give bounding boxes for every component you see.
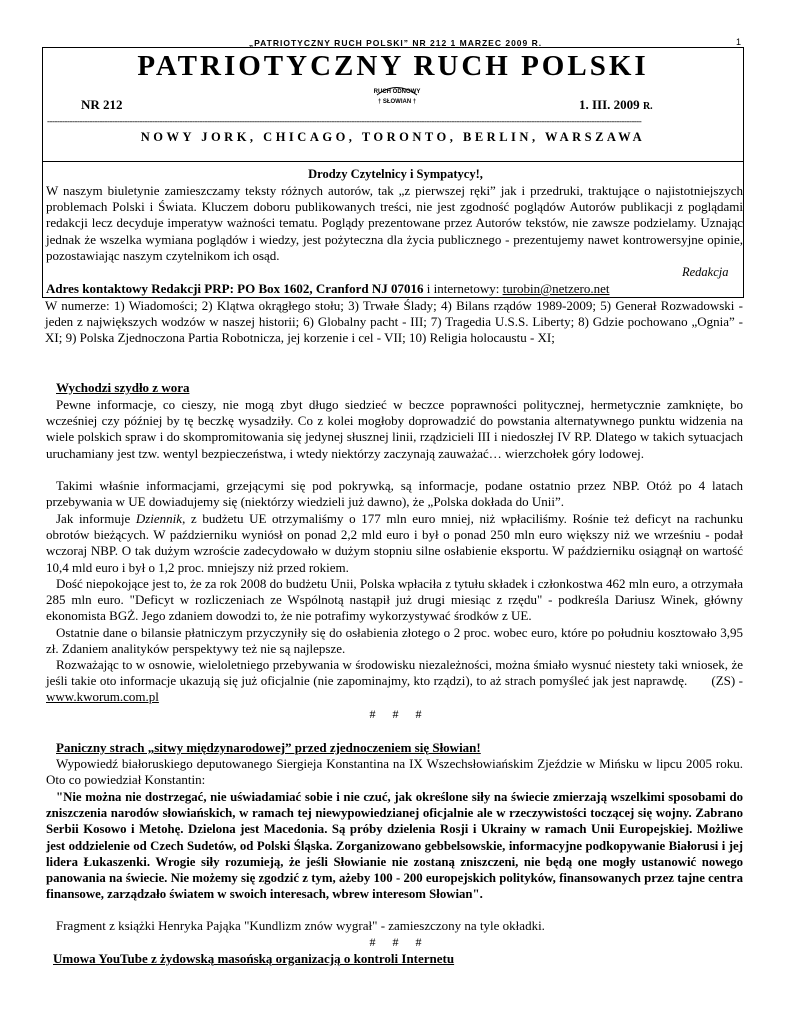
article1-source-name: Dziennik bbox=[135, 511, 183, 526]
article1-paragraph-5: Ostatnie dane o bilansie płatniczym przyczyniły się do osłabienia złotego o 2 proc. wobec euro, które po południu kosztowało 3,95 zł. Zdaniem analityków perspektywy też nie są najlepsze. bbox=[46, 625, 743, 657]
greeting-body: W naszym biuletynie zamieszczamy teksty różnych autorów, tak „z pierwszej ręki” jak i przedruki, traktujące o najistotniejszych problemach Polski i Świata. Kluczem doboru publikowanych treści, nie jest zgodność poglądów Autorów publikacji z poglądami redakcji lecz decyduje imperatyw ważności tematu. Poglądy prezentowane przez Autorów tekstów, nie zawsze podzielamy. Uznając jednak że wszelka wymiana poglądów i wiedzy, jest pożyteczna dla życia publicznego - prezentujemy nawet kontrowersyjne opinie, pozostawiając naszym czytelnikom ich osąd. bbox=[46, 183, 743, 263]
greeting-title: Drodzy Czytelnicy i Sympatycy!, bbox=[308, 167, 483, 181]
article2-intro: Wypowiedź białoruskiego deputowanego Siergieja Konstantina na IX Wszechsłowiańskim Zjeździe w Mińsku w lipcu 2005 roku. Oto co powiedział Konstantin: bbox=[46, 756, 743, 788]
article2-title: Paniczny strach „sitwy międzynarodowej” przed zjednoczeniem się Słowian! bbox=[56, 740, 481, 755]
ruch-odnowy-logo bbox=[373, 82, 421, 114]
contact-address bbox=[46, 281, 610, 297]
issue-contents: W numerze: 1) Wiadomości; 2) Klątwa okrągłego stołu; 3) Trwałe Ślady; 4) Bilans rządów 1989-2009; 5) Generał Rozwadowski - jeden z największych wodzów w naszej historii; 6) Globalny pacht - III; 7) Tragedia U.S.S. Liberty; 8) Gdzie pochowano „Ognia” - XI; 9) Polska Zjednoczona Partia Robotnicza, jej korzenie i cel - VII; 10) Religia holocaustu - XI; bbox=[45, 298, 743, 346]
logo-text-bottom: † SŁOWIAN † bbox=[377, 99, 417, 105]
article2-source: Fragment z książki Henryka Pająka "Kundlizm znów wygrał" - zamieszczony na tyle okładki. bbox=[56, 918, 545, 933]
issue-date-suffix: R. bbox=[642, 101, 653, 112]
issue-number: NR 212 bbox=[81, 97, 123, 112]
article1-paragraph-3 bbox=[46, 511, 743, 576]
article1-title: Wychodzi szydło z wora bbox=[56, 380, 190, 395]
dashed-divider: ---------------------------------------------------------------------------------------------------------------------------------------------------------------------------------------------------------------------------------------------- bbox=[47, 116, 642, 126]
running-head: „PATRIOTYCZNY RUCH POLSKI” NR 212 1 MARZEC 2009 R. bbox=[248, 38, 543, 48]
article1-p3-after: , z budżetu UE otrzymaliśmy o 177 mln euro mniej, niż wpłaciliśmy. Rośnie też deficyt na rachunku obrotów bieżących. W październiku wyniósł on ponad 2,2 mld euro i był o ponad 250 mln euro większy niż we wrześniu - podał wczoraj NBP. O tak dużym wzroście zadecydowało w dużym stopniu silne osłabienie eksportu. W październiku osiągnął on wartość 10,4 mld euro i był o 1,2 proc. mniejszy niż przed rokiem. bbox=[46, 511, 744, 575]
kworum-link[interactable]: www.kworum.com.pl bbox=[46, 689, 159, 705]
internet-label: i internetowy: bbox=[423, 281, 503, 296]
newspaper-title: PATRIOTYCZNY RUCH POLSKI bbox=[137, 50, 649, 82]
page-number: 1 bbox=[736, 37, 742, 47]
article1-credit: (ZS) - bbox=[711, 673, 744, 689]
address-value: : PO Box 1602, Cranford NJ 07016 bbox=[229, 281, 424, 296]
section-separator-2: # # # bbox=[369, 935, 422, 949]
logo-text-top: RUCH ODNOWY bbox=[373, 89, 421, 95]
article2-quote: "Nie można nie dostrzegać, nie uświadamiać sobie i nie czuć, jak określone siły na świecie zmierzają wszelkimi sposobami do zniszczenia narodów słowiańskich, w ramach tej niewypowiedzianej oficjalnie ale w rzeczywistości toczącej się wojny. Zabrano Serbii Kosowo i Metohę. Dzielona jest Macedonia. Są próby dzielenia Rosji i Ukrainy w ramach Unii Europejskiej. Możliwe jest oddzielenie od Czech Sudetów, od Polski Śląska. Zorganizowano gebbelsowskie, informacyjne podkopywanie Białorusi i jej lidera Łukaszenki. Wrogie siły rozumieją, że jeśli Słowianie nie zostaną zniszczeni, nie będą one mogły ustanowić nowego panowania na świecie. Nie możemy się zgodzić z tym, ażeby 100 - 200 europejskich polityków, finansowanych przez tajne centra finansowe, zarządzało światem w swoich interesach, wbrew interesom Słowian". bbox=[46, 790, 743, 902]
article1-paragraph-1: Pewne informacje, co cieszy, nie mogą zbyt długo siedzieć w beczce poprawności politycznej, hermetycznie zamknięte, bo wcześniej czy później by tę beczkę wysadziły. Co z kolei mogłoby doprowadzić do powstania alternatywnego punktu widzenia na wiele polskich spraw i do skompromitowania się jedynej słusznej linii, rządzicieli III i niedoszłej IV RP. Dlatego w takich sytuacjach uruchamiany jest tzw. wentyl bezpieczeństwa, i wtedy niektórzy zaczynają zauważać… wierzchołek góry lodowej. bbox=[46, 397, 743, 461]
article1-p3-before: Jak informuje bbox=[56, 511, 136, 526]
article1-p6-text: Rozważając to w osnowie, wieloletniego przebywania w środowisku niezależności, można śmiało wysnuć niestety taki wniosek, że jeśli takie oto informacje ukazują się już oficjalnie (nie zapominajmy, kto rządzi), to aż strach pomyśleć jak jest naprawdę. bbox=[46, 657, 743, 689]
issue-date bbox=[579, 97, 653, 113]
cities-line: NOWY JORK, CHICAGO, TORONTO, BERLIN, WARSZAWA bbox=[140, 130, 646, 144]
masthead bbox=[42, 47, 744, 162]
article3-title: Umowa YouTube z żydowską masońską organizacją o kontroli Internetu bbox=[53, 951, 455, 966]
article1-paragraph-6 bbox=[46, 657, 743, 706]
article1-paragraph-4: Dość niepokojące jest to, że za rok 2008 do budżetu Unii, Polska wpłaciła z tytułu składek i członkostwa 462 mln euro, a otrzymała 285 mln euro. "Deficyt w rozliczeniach ze Wspólnotą nastąpił już drugi miesiąc z rzędu" - podkreśla Dariusz Winek, główny ekonomista BGŻ. Jego zdaniem dowodzi to, że nie potrafimy wykorzystywać środków z UE. bbox=[46, 576, 743, 624]
address-label: Adres kontaktowy Redakcji PRP bbox=[46, 281, 230, 296]
greeting-signature: Redakcja bbox=[682, 265, 729, 279]
section-separator: # # # bbox=[369, 707, 422, 721]
issue-date-main: 1. III. 2009 bbox=[579, 97, 643, 112]
article1-paragraph-2: Takimi właśnie informacjami, grzejącymi się pod pokrywką, są informacje, podane ostatnio przez NBP. Otóż po 4 latach przebywania w UE dowiadujemy się (niektórzy wiedzieli już dawno), że „Polska dokłada do Unii”. bbox=[46, 478, 743, 510]
email-link[interactable]: turobin@netzero.net bbox=[502, 281, 610, 296]
